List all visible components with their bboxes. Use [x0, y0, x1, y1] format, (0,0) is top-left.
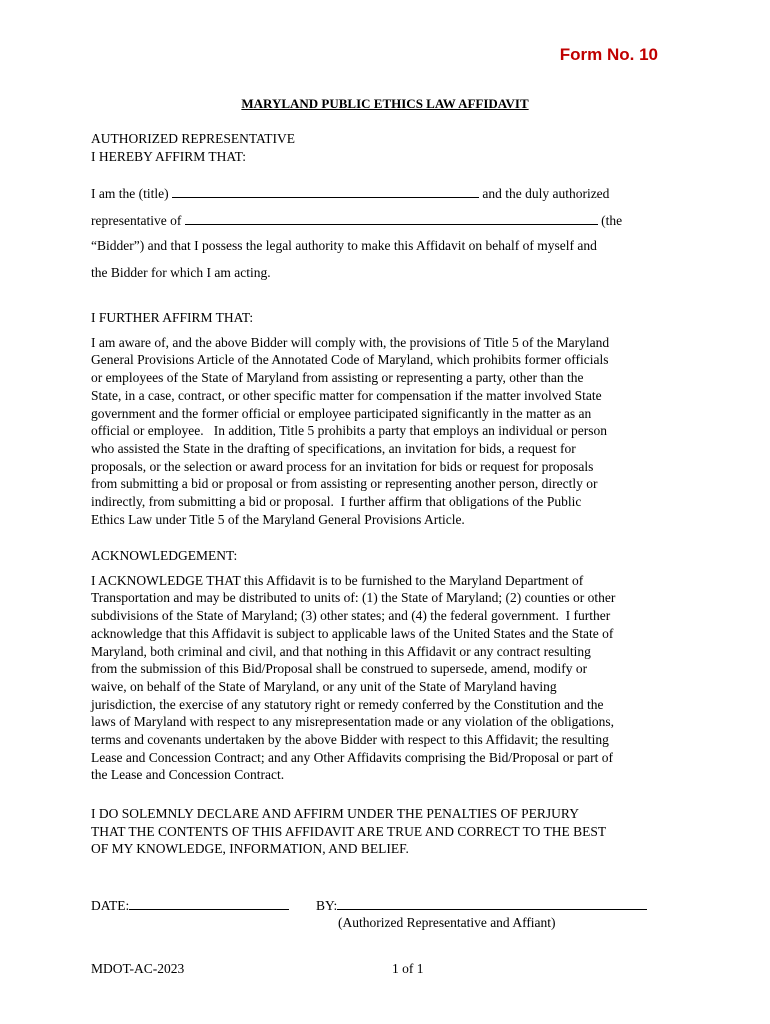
acknowledgement-line: Transportation and may be distributed to units of: (1) the State of Maryland; (2) counties or other	[91, 590, 616, 606]
form-code: MDOT-AC-2023	[91, 961, 185, 976]
title-suffix: and the duly authorized	[482, 186, 610, 201]
further-line: who assisted the State in the drafting of specifications, an invitation for bids, a request for	[91, 440, 576, 456]
further-affirm-section	[91, 309, 681, 528]
page-number: 1 of 1	[392, 961, 424, 976]
representative-suffix: (the	[601, 213, 623, 228]
further-line: State, in a case, contract, or other specific matter for compensation if the matter involved State	[91, 387, 602, 403]
further-line: official or employee. In addition, Title 5 prohibits a party that employs an individual or person	[91, 423, 608, 439]
further-heading: I FURTHER AFFIRM THAT:	[91, 310, 254, 325]
document-title: MARYLAND PUBLIC ETHICS LAW AFFIDAVIT	[241, 96, 529, 111]
further-line: proposals, or the selection or award process for an invitation for bids or request for proposals	[91, 458, 594, 474]
bidder-name-field[interactable]	[185, 210, 598, 225]
further-line: indirectly, from submitting a bid or proposal. I further affirm that obligations of the Public	[91, 494, 582, 510]
signature-caption: (Authorized Representative and Affiant)	[338, 915, 556, 930]
date-field[interactable]	[129, 895, 289, 910]
declaration-line: THAT THE CONTENTS OF THIS AFFIDAVIT ARE TRUE AND CORRECT TO THE BEST	[91, 823, 607, 839]
date-signature	[91, 895, 289, 915]
acknowledgement-line: Maryland, both criminal and civil, and that nothing in this Affidavit or any contract resulting	[91, 643, 591, 659]
declaration-line: I DO SOLEMNLY DECLARE AND AFFIRM UNDER THE PENALTIES OF PERJURY	[91, 806, 579, 821]
acknowledgement-line: the Lease and Concession Contract.	[91, 767, 285, 783]
further-line: I am aware of, and the above Bidder will comply with, the provisions of Title 5 of the Maryland	[91, 334, 610, 350]
declaration-line: OF MY KNOWLEDGE, INFORMATION, AND BELIEF.	[91, 841, 409, 857]
affirm-section	[91, 183, 681, 291]
title-field[interactable]	[172, 183, 479, 198]
acknowledgement-line: subdivisions of the State of Maryland; (3) other states; and (4) the federal government. I further	[91, 608, 611, 624]
acknowledgement-line: waive, on behalf of the State of Maryland, or any unit of the State of Maryland having	[91, 678, 557, 694]
intro-line-1: AUTHORIZED REPRESENTATIVE	[91, 131, 296, 146]
title-line	[91, 183, 681, 210]
representative-label: representative of	[91, 213, 182, 228]
by-signature	[316, 895, 647, 915]
further-line: Ethics Law under Title 5 of the Maryland General Provisions Article.	[91, 511, 465, 527]
title-label: I am the (title)	[91, 186, 169, 201]
acknowledgement-section	[91, 547, 681, 784]
by-label: BY:	[316, 898, 338, 913]
further-line: government and the former official or employee participated significantly in the matter as an	[91, 405, 592, 421]
acknowledgement-line: I ACKNOWLEDGE THAT this Affidavit is to be furnished to the Maryland Department of	[91, 572, 584, 588]
authority-line: “Bidder”) and that I possess the legal authority to make this Affidavit on behalf of myself and	[91, 238, 597, 253]
further-line: General Provisions Article of the Annotated Code of Maryland, which prohibits former officials	[91, 352, 609, 368]
declaration-section	[91, 805, 681, 858]
acknowledgement-heading: ACKNOWLEDGEMENT:	[91, 548, 238, 563]
acknowledgement-line: terms and covenants undertaken by the above Bidder with respect to this Affidavit; the resulting	[91, 732, 609, 748]
form-number: Form No. 10	[559, 45, 658, 64]
intro-line-2: I HEREBY AFFIRM THAT:	[91, 148, 246, 164]
date-label: DATE:	[91, 898, 130, 913]
acknowledgement-line: acknowledge that this Affidavit is subject to applicable laws of the United States and the State of	[91, 625, 614, 641]
further-line: or employees of the State of Maryland from assisting or representing a party, other than the	[91, 370, 584, 386]
representative-line	[91, 210, 681, 237]
further-line: from submitting a bid or proposal or from assisting or representing another person, directly or	[91, 476, 598, 492]
intro-section	[91, 130, 681, 165]
signature-field[interactable]	[337, 895, 647, 910]
acknowledgement-line: from the submission of this Bid/Proposal shall be construed to supersede, amend, modify or	[91, 661, 588, 677]
acknowledgement-line: laws of Maryland with respect to any misrepresentation made or any violation of the obligations,	[91, 714, 614, 730]
bidder-line: the Bidder for which I am acting.	[91, 265, 271, 280]
acknowledgement-line: Lease and Concession Contract; and any Other Affidavits comprising the Bid/Proposal or part of	[91, 749, 614, 765]
acknowledgement-line: jurisdiction, the exercise of any statutory right or remedy conferred by the Constitution and the	[91, 696, 604, 712]
